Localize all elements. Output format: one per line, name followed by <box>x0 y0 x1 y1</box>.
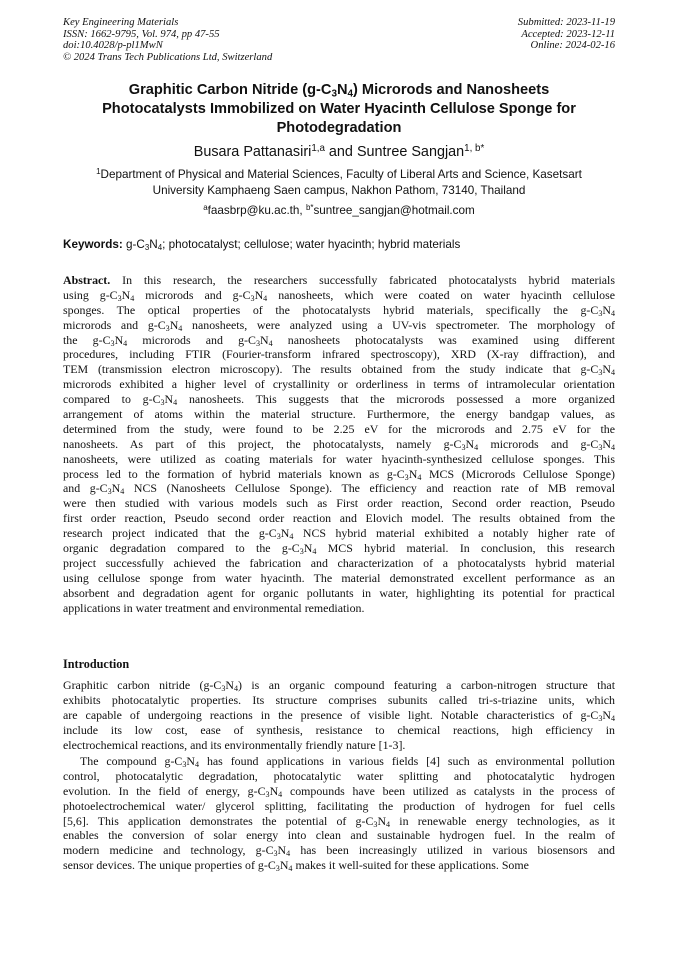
text-line: control, photocatalytic degradation, photocatalytic water splitting and photocatalytic hydrogen <box>63 768 615 783</box>
text-line: electrochemical reactions, and its environmentally friendly nature [1-3]. <box>63 737 406 752</box>
abstract-label: Abstract. <box>63 273 111 287</box>
title-line-2: Photocatalysts Immobilized on Water Hyacinth Cellulose Sponge for <box>102 101 576 117</box>
keywords-label: Keywords: <box>63 238 123 251</box>
journal-doi: doi:10.4028/p-pl1MwN <box>63 40 163 51</box>
text-line: exhibits photocatalytic properties. Its structure comprises subunits called tri-s-triazine units, which <box>63 692 615 707</box>
text-line: microrods and $g-C_3N_4$ nanosheets, were analyzed using a UV-vis spectrometer. The morphology of <box>63 317 615 333</box>
journal-info <box>63 17 272 63</box>
journal-copyright: © 2024 Trans Tech Publications Ltd, Switzerland <box>63 51 273 63</box>
text-line: were then studied with various models such as First order reaction, Second order reaction, Pseudo <box>63 496 615 511</box>
text-line: are capable of undergoing reactions in the presence of visible light. Notable characteristics of $g-C_3N_4$ <box>63 707 615 723</box>
online-date: Online: 2024-02-16 <box>530 40 615 51</box>
introduction-paragraph-1 <box>63 678 615 752</box>
text-line: nanosheets, were utilized as coating materials for water hyacinth-synthesized cellulose sponges. This <box>63 451 615 466</box>
text-line: sensor devices. The unique properties of $g-C_3N_4$ makes it well-suited for these applications. Some <box>63 858 529 874</box>
email-a: faasbrp@ku.ac.th, <box>207 204 306 217</box>
text-line: modern medicine and technology, $g-C_3N_4$ has been increasingly utilized in various biosensors and <box>63 843 615 859</box>
paper-title <box>40 81 638 138</box>
submitted-date: Submitted: 2023-11-19 <box>517 17 615 28</box>
text-line: sponges. The optical properties of the photocatalysts hybrid materials, specifically the $g-C_3N_4$ <box>63 302 615 318</box>
author-1: Busara Pattanasiri <box>193 144 312 160</box>
text-line: absorbent and degradation agent for organic pollutants in water, highlighting its potential for practical <box>63 585 615 600</box>
text-line: applications in water treatment and environmental remediation. <box>63 600 365 615</box>
abstract-text <box>63 273 615 615</box>
text-line: the $g-C_3N_4$ microrods and $g-C_3N_4$ nanosheets photocatalysts was examined using different <box>63 332 615 348</box>
text-line: using $g-C_3N_4$ microrods and $g-C_3N_4$ nanosheets, which were coated on water hyacinth cellulose <box>63 287 615 303</box>
keywords: Keywords: $g-C_3N_4$; photocatalyst; cellulose; water hyacinth; hybrid materials <box>63 238 461 252</box>
email-b: suntree_sangjan@hotmail.com <box>313 204 475 217</box>
author-emails: $^a$faasbrp@ku.ac.th, $^{b*}$suntree_sangjan@hotmail.com <box>203 203 475 217</box>
author-list: Busara Pattanasiri$^{1,a}$ and Suntree Sangjan$^{1, b*}$ <box>193 143 485 160</box>
submission-dates <box>518 17 615 52</box>
text-line: procedures, including FTIR (Fourier-transform infrared spectroscopy), XRD (X-ray diffraction), and <box>63 347 615 362</box>
text-line: using cellulose sponge from water hyacinth. The material demonstrated excellent performance as an <box>63 570 615 585</box>
text-line: Abstract. In this research, the researchers successfully fabricated photocatalysts hybrid materials <box>63 273 615 287</box>
text-line: enables the conversion of solar energy into clean and sustainable hydrogen fuel. In the realm of <box>63 828 615 843</box>
text-line: Graphitic carbon nitride $(g-C_3N_4)$ is an organic compound featuring a carbon-nitrogen structure that <box>63 678 615 694</box>
text-line: include its low cost, ease of synthesis, resistance to chemical reactions, high efficiency in <box>63 722 615 737</box>
text-line: and $g-C_3N_4$ NCS (Nanosheets Cellulose Sponge). The efficiency and reaction rate of MB removal <box>63 481 616 497</box>
title-line-1: Graphitic Carbon Nitride $(g-C_3N_4)$ Microrods and Nanosheets <box>128 82 550 100</box>
title-line-3: Photodegradation <box>276 120 402 136</box>
text-line: photoelectrochemical water/ glycerol splitting, facilitating the production of hydrogen for fuel cells <box>63 798 615 813</box>
introduction-heading: Introduction <box>63 657 130 671</box>
text-line: evolution. In the field of energy, $g-C_3N_4$ compounds have been utilized as catalysts in the process of <box>63 783 616 799</box>
text-line: determined from the study, were found to be 2.25 eV for the microrods and 2.75 eV for the <box>63 421 615 436</box>
author-2: Suntree Sangjan <box>356 144 465 160</box>
introduction-paragraph-2 <box>63 754 615 873</box>
text-line: The compound $g-C_3N_4$ has found applications in various fields [4] such as environmental pollution <box>80 754 615 770</box>
journal-name: Key Engineering Materials <box>63 17 179 28</box>
text-line: nanosheets. As part of this project, the photocatalysts, namely $g-C_3N_4$ microrods and $g-C_3N_4$ <box>63 436 615 452</box>
text-line: arrangement of atoms within the material structure. Furthermore, the energy bandgap values, as <box>63 407 615 422</box>
text-line: research project indicated that the $g-C_3N_4$ NCS hybrid material exhibited a notably higher rate of <box>63 526 615 542</box>
text-line: microrods exhibited a higher level of crystallinity or orderliness in terms of intramolecular orientation <box>63 377 615 392</box>
text-line: [5,6]. This application demonstrates the potential of $g-C_3N_4$ in renewable energy technologies, as it <box>63 813 616 829</box>
text-line: first order reaction, Pseudo second order reaction and Elovich model. The results obtained from the <box>63 511 615 526</box>
journal-issn: ISSN: 1662-9795, Vol. 974, pp 47-55 <box>63 28 220 40</box>
text-line: compared to $g-C_3N_4$ nanosheets. This suggests that the microrods possessed a more organized <box>63 392 616 408</box>
text-line: TEM (transmission electron microscopy). The results obtained from the study indicate that $g-C_3N_4$ <box>63 362 615 378</box>
text-line: project successfully achieved the fabrication and characterization of a photocatalysts hybrid material <box>63 555 615 570</box>
text-line: organic degradation compared to the $g-C_3N_4$ MCS hybrid material. In conclusion, this research <box>63 541 615 557</box>
text-line: process led to the formation of hybrid materials known as $g-C_3N_4$ MCS (Microrods Cellulose Sponge) <box>63 466 615 482</box>
accepted-date: Accepted: 2023-12-11 <box>521 28 615 40</box>
affiliation: $^1$Department of Physical and Material Sciences, Faculty of Liberal Arts and Science, Kasetsart University Kamphaeng Saen campus, Nakhon Pathom, 73140, Thailand <box>96 167 582 197</box>
